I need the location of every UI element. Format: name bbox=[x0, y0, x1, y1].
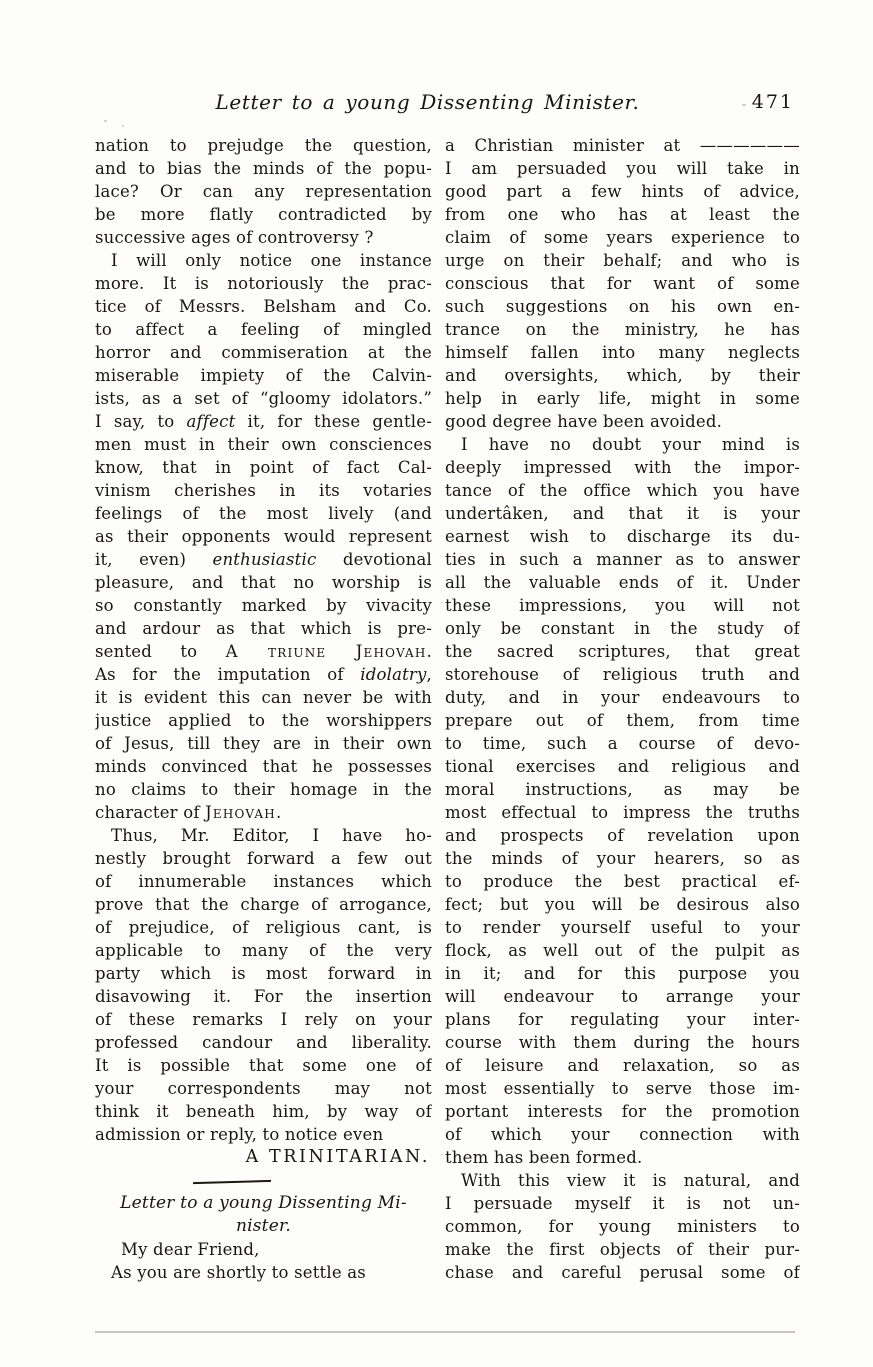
section-divider bbox=[95, 1169, 432, 1192]
text-line: chase and careful perusal some of bbox=[445, 1263, 800, 1282]
text-line: nation to prejudge the question, bbox=[95, 136, 432, 155]
text-line: to render yourself useful to your bbox=[445, 918, 800, 937]
text-block bbox=[95, 134, 802, 1284]
text-line: I am persuaded you will take in bbox=[445, 159, 800, 178]
text-line: a Christian minister at —————— bbox=[445, 136, 800, 155]
text-line: it is evident this can never be with bbox=[95, 688, 432, 707]
text-line: duty, and in your endeavours to bbox=[445, 688, 800, 707]
text-line: It is possible that some one of bbox=[95, 1056, 432, 1075]
section-heading-line: Letter to a young Dissenting Mi- bbox=[120, 1193, 407, 1213]
text-line: them has been formed. bbox=[445, 1148, 643, 1167]
text-line: so constantly marked by vivacity bbox=[95, 596, 432, 615]
text-line: to produce the best practical ef- bbox=[445, 872, 800, 891]
text-line: As you are shortly to settle as bbox=[111, 1263, 366, 1282]
text-line: all the valuable ends of it. Under bbox=[445, 573, 800, 592]
text-line: Thus, Mr. Editor, I have ho- bbox=[111, 826, 432, 845]
text-line: tional exercises and religious and bbox=[445, 757, 800, 776]
text-line: most effectual to impress the truths bbox=[445, 803, 800, 822]
text-line: character of Jehovah. bbox=[95, 803, 282, 822]
text-line: it, even) enthusiastic devotional bbox=[95, 550, 432, 569]
text-line: professed candour and liberality. bbox=[95, 1033, 432, 1052]
text-line: think it beneath him, by way of bbox=[95, 1102, 432, 1121]
text-line: deeply impressed with the impor- bbox=[445, 458, 800, 477]
text-line: the sacred scriptures, that great bbox=[445, 642, 800, 661]
text-line: and to bias the minds of the popu- bbox=[95, 159, 432, 178]
text-line: of these remarks I rely on your bbox=[95, 1010, 432, 1029]
text-line: and prospects of revelation upon bbox=[445, 826, 800, 845]
text-line: applicable to many of the very bbox=[95, 941, 432, 960]
text-line: tice of Messrs. Belsham and Co. bbox=[95, 297, 432, 316]
text-line: himself fallen into many neglects bbox=[445, 343, 800, 362]
text-line: common, for young ministers to bbox=[445, 1217, 800, 1236]
text-line: admission or reply, to notice even bbox=[95, 1125, 384, 1144]
text-line: justice applied to the worshippers bbox=[95, 711, 432, 730]
text-line: no claims to their homage in the bbox=[95, 780, 432, 799]
text-line: disavowing it. For the insertion bbox=[95, 987, 432, 1006]
text-line: minds convinced that he possesses bbox=[95, 757, 432, 776]
text-line: course with them during the hours bbox=[445, 1033, 800, 1052]
text-line: portant interests for the promotion bbox=[445, 1102, 800, 1121]
text-line: As for the imputation of idolatry, bbox=[95, 665, 432, 684]
text-line: in it; and for this purpose you bbox=[445, 964, 800, 983]
text-line: of which your connection with bbox=[445, 1125, 800, 1144]
text-line: nestly brought forward a few out bbox=[95, 849, 432, 868]
text-line: horror and commiseration at the bbox=[95, 343, 432, 362]
text-line: flock, as well out of the pulpit as bbox=[445, 941, 800, 960]
text-line: ties in such a manner as to answer bbox=[445, 550, 800, 569]
text-line: undertâken, and that it is your bbox=[445, 504, 800, 523]
text-line: of Jesus, till they are in their own bbox=[95, 734, 432, 753]
scan-speck bbox=[742, 104, 746, 106]
text-line: make the first objects of their pur- bbox=[445, 1240, 800, 1259]
text-line: pleasure, and that no worship is bbox=[95, 573, 432, 592]
text-line: trance on the ministry, he has bbox=[445, 320, 800, 339]
text-line: prepare out of them, from time bbox=[445, 711, 800, 730]
column-left bbox=[95, 134, 432, 1284]
text-line: your correspondents may not bbox=[95, 1079, 432, 1098]
text-line: to time, such a course of devo- bbox=[445, 734, 800, 753]
text-line: miserable impiety of the Calvin- bbox=[95, 366, 432, 385]
text-line: With this view it is natural, and bbox=[461, 1171, 800, 1190]
text-line: conscious that for want of some bbox=[445, 274, 800, 293]
text-line: good part a few hints of advice, bbox=[445, 182, 800, 201]
text-line: urge on their behalf; and who is bbox=[445, 251, 800, 270]
text-line: My dear Friend, bbox=[121, 1240, 260, 1259]
section-heading-line: nister. bbox=[235, 1216, 292, 1236]
text-line: good degree have been avoided. bbox=[445, 412, 723, 431]
text-line: these impressions, you will not bbox=[445, 596, 800, 615]
page-header bbox=[95, 90, 800, 120]
text-line: of leisure and relaxation, so as bbox=[445, 1056, 800, 1075]
page-number: 471 bbox=[751, 91, 794, 113]
text-line: know, that in point of fact Cal- bbox=[95, 458, 432, 477]
text-line: be more flatly contradicted by bbox=[95, 205, 432, 224]
text-line: prove that the charge of arrogance, bbox=[95, 895, 432, 914]
text-line: ists, as a set of “gloomy idolators.” bbox=[95, 389, 432, 408]
scan-speck bbox=[122, 125, 124, 127]
column-right bbox=[445, 134, 800, 1284]
text-line: most essentially to serve those im- bbox=[445, 1079, 800, 1098]
text-line: I will only notice one instance bbox=[111, 251, 432, 270]
text-line: successive ages of controversy ? bbox=[95, 228, 374, 247]
text-line: earnest wish to discharge its du- bbox=[445, 527, 800, 546]
text-line: lace? Or can any representation bbox=[95, 182, 432, 201]
text-line: the minds of your hearers, so as bbox=[445, 849, 800, 868]
text-line: party which is most forward in bbox=[95, 964, 432, 983]
text-line: will endeavour to arrange your bbox=[445, 987, 800, 1006]
text-line: tance of the office which you have bbox=[445, 481, 800, 500]
text-line: vinism cherishes in its votaries bbox=[95, 481, 432, 500]
page-bottom-rule bbox=[95, 1331, 795, 1333]
text-line: and oversights, which, by their bbox=[445, 366, 800, 385]
text-line: more. It is notoriously the prac- bbox=[95, 274, 432, 293]
text-line: to affect a feeling of mingled bbox=[95, 320, 432, 339]
text-line: moral instructions, as may be bbox=[445, 780, 800, 799]
text-line: fect; but you will be desirous also bbox=[445, 895, 800, 914]
signature-line: A TRINITARIAN. bbox=[245, 1147, 430, 1167]
text-line: I persuade myself it is not un- bbox=[445, 1194, 800, 1213]
text-line: of innumerable instances which bbox=[95, 872, 432, 891]
text-line: such suggestions on his own en- bbox=[445, 297, 800, 316]
text-line: I say, to affect it, for these gentle- bbox=[95, 412, 432, 431]
text-line: I have no doubt your mind is bbox=[461, 435, 800, 454]
text-line: as their opponents would represent bbox=[95, 527, 432, 546]
running-title: Letter to a young Dissenting Minister. bbox=[215, 90, 640, 114]
text-line: only be constant in the study of bbox=[445, 619, 800, 638]
text-line: storehouse of religious truth and bbox=[445, 665, 800, 684]
text-line: from one who has at least the bbox=[445, 205, 800, 224]
text-line: sented to A triune Jehovah. bbox=[95, 642, 432, 661]
text-line: men must in their own consciences bbox=[95, 435, 432, 454]
scan-speck bbox=[104, 120, 107, 122]
text-line: claim of some years experience to bbox=[445, 228, 800, 247]
text-line: plans for regulating your inter- bbox=[445, 1010, 800, 1029]
text-line: help in early life, might in some bbox=[445, 389, 800, 408]
text-line: and ardour as that which is pre- bbox=[95, 619, 432, 638]
text-line: of prejudice, of religious cant, is bbox=[95, 918, 432, 937]
text-line: feelings of the most lively (and bbox=[95, 504, 432, 523]
